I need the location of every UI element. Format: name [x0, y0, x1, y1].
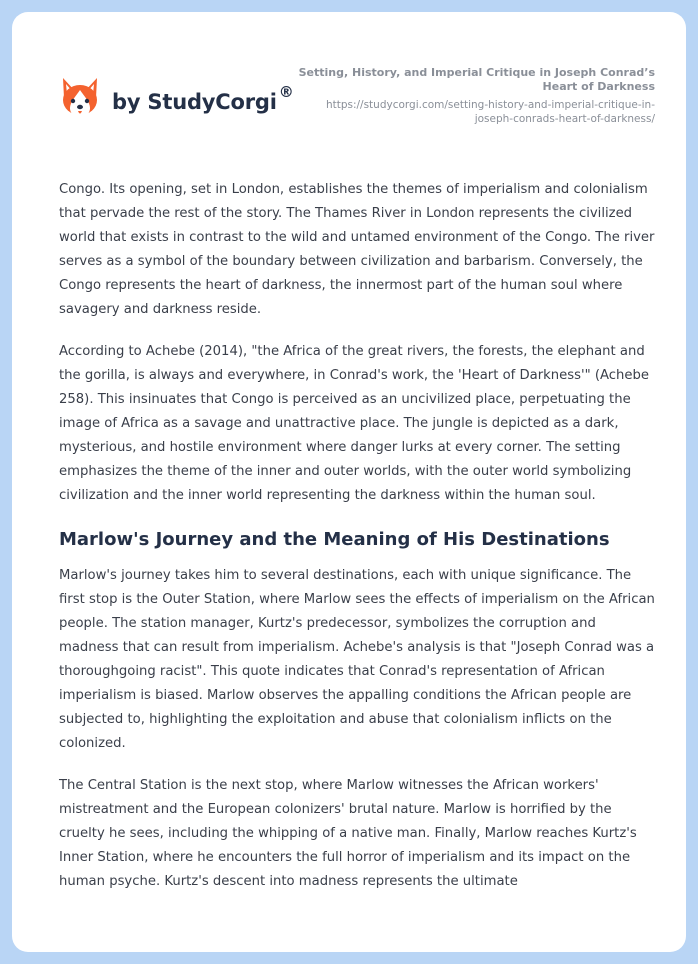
paragraph: Marlow's journey takes him to several destinations, each with unique significance. The first stop is the Outer Station, where Marlow sees the effects of imperialism on the African people. The station manager, Kurtz's predecessor, symbolizes the corruption and madness that can result from imperialism. Achebe's analysis is that "Joseph Conrad was a thoroughgoing racist". This quote indicates that Conrad's representation of African imperialism is biased. Marlow observes the appalling conditions the African people are subjected to, highlighting the exploitation and abuse that colonialism inflicts on the colonized.: [59, 568, 655, 751]
paragraph: Congo. Its opening, set in London, establishes the themes of imperialism and colonialism that pervade the rest of the story. The Thames River in London represents the civilized world that exists in contrast to the wild and untamed environment of the Congo. The river serves as a symbol of the boundary between civilization and barbarism. Conversely, the Congo represents the heart of darkness, the innermost part of the human soul where savagery and darkness reside.: [59, 182, 655, 317]
document-url[interactable]: https://studycorgi.com/setting-history-and-imperial-critique-in-joseph-conrads-heart-of-darkness/: [325, 99, 655, 125]
registered-mark: ®: [278, 82, 294, 101]
section-heading: Marlow's Journey and the Meaning of His Destinations: [59, 529, 610, 550]
paragraph: The Central Station is the next stop, where Marlow witnesses the African workers' mistreatment and the European colonizers' brutal nature. Marlow is horrified by the cruelty he sees, including the whipping of a native man. Finally, Marlow reaches Kurtz's Inner Station, where he encounters the full horror of imperialism and its impact on the human psyche. Kurtz's descent into madness represents the ultimate: [59, 778, 637, 889]
document-page: [12, 12, 686, 952]
document-title: Setting, History, and Imperial Critique in Joseph Conrad’s Heart of Darkness: [298, 66, 655, 93]
paragraph: According to Achebe (2014), "the Africa of the great rivers, the forests, the elephant and the gorilla, is always and everywhere, in Conrad's work, the 'Heart of Darkness'" (Achebe 258). This insinuates that Congo is perceived as an uncivilized place, perpetuating the image of Africa as a savage and unattractive place. The jungle is depicted as a dark, mysterious, and hostile environment where danger lurks at every corner. The setting emphasizes the theme of the inner and outer worlds, with the outer world symbolizing civilization and the inner world representing the darkness within the human soul.: [59, 344, 649, 503]
logo-text: by StudyCorgi: [112, 89, 277, 114]
corgi-logo-icon: [60, 76, 100, 120]
studycorgi-logo[interactable]: [60, 76, 294, 120]
essay-body: [59, 178, 655, 912]
page-header: [12, 12, 686, 152]
document-meta: [295, 66, 655, 126]
logo-wordmark: [112, 82, 294, 114]
